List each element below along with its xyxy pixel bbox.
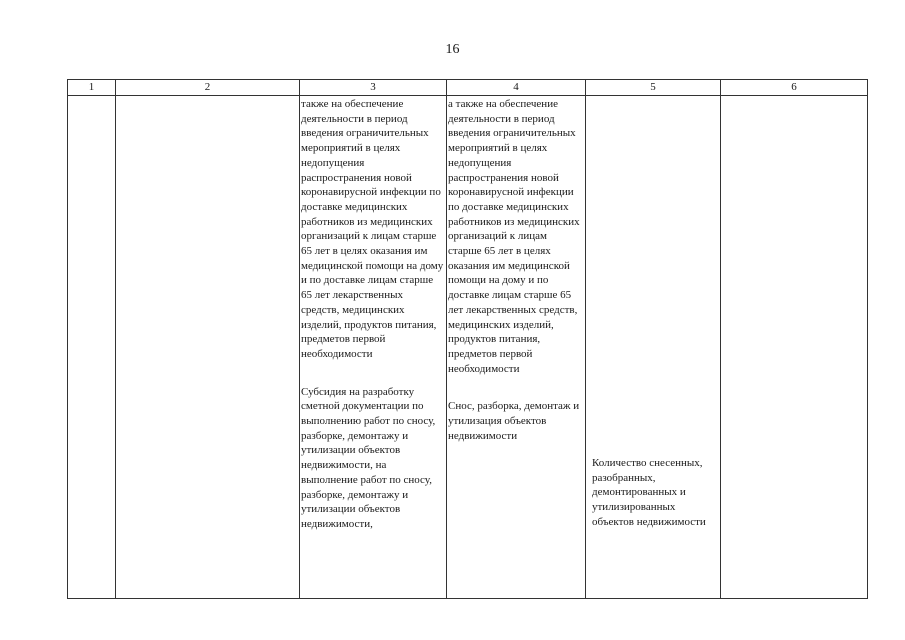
table-header-row [68, 80, 868, 96]
page-number: 16 [445, 42, 460, 57]
column-header-4: 4 [447, 80, 586, 96]
column-header-2: 2 [116, 80, 300, 96]
col5-block-indicator: Количество снесенных, разобранных, демонтированных и утилизированных объектов недвижимости [592, 457, 706, 528]
cell-col6 [721, 96, 868, 599]
column-header-5: 5 [586, 80, 721, 96]
cell-col4 [447, 96, 586, 599]
col4-block-demolition-event: Снос, разборка, демонтаж и утилизация объектов недвижимости [448, 400, 580, 442]
col3-block-funding-description: также на обеспечение деятельности в период введения ограничительных мероприятий в целях недопущения распространения новой коронавирусной инфекции по доставке медицинских работников из медицинских организаций к лицам старше 65 лет в целях оказания им медицинской помощи на дому и по доставке лицам старше 65 лет лекарственных средств, медицинских изделий, продуктов питания, предметов первой необходимости [301, 98, 444, 360]
cell-col1 [68, 96, 116, 599]
col4-spacer [447, 376, 585, 398]
table-row [68, 96, 868, 599]
col3-block-demolition-subsidy: Субсидия на разработку сметной документации по выполнению работ по сносу, разборке, демонтажу и утилизации объектов недвижимости, на выполнение работ по сносу, разборке, демонтажу и утилизации объектов недвижимости, [301, 385, 436, 530]
column-header-6: 6 [721, 80, 868, 96]
col5-spacer [586, 96, 720, 455]
document-table [67, 79, 868, 599]
cell-col2 [116, 96, 300, 599]
cell-col5 [586, 96, 721, 599]
col3-spacer [300, 362, 446, 384]
col4-block-event-description: а также на обеспечение деятельности в период введения ограничительных мероприятий в целях недопущения распространения новой коронавирусной инфекции по доставке медицинских работников из медицинских организаций к лицам старше 65 лет в целях оказания им медицинской помощи на дому и по доставке лицам старше 65 лет лекарственных средств, медицинских изделий, продуктов питания, предметов первой необходимости [448, 98, 580, 375]
column-header-1: 1 [68, 80, 116, 96]
column-header-3: 3 [300, 80, 447, 96]
cell-col3 [300, 96, 447, 599]
